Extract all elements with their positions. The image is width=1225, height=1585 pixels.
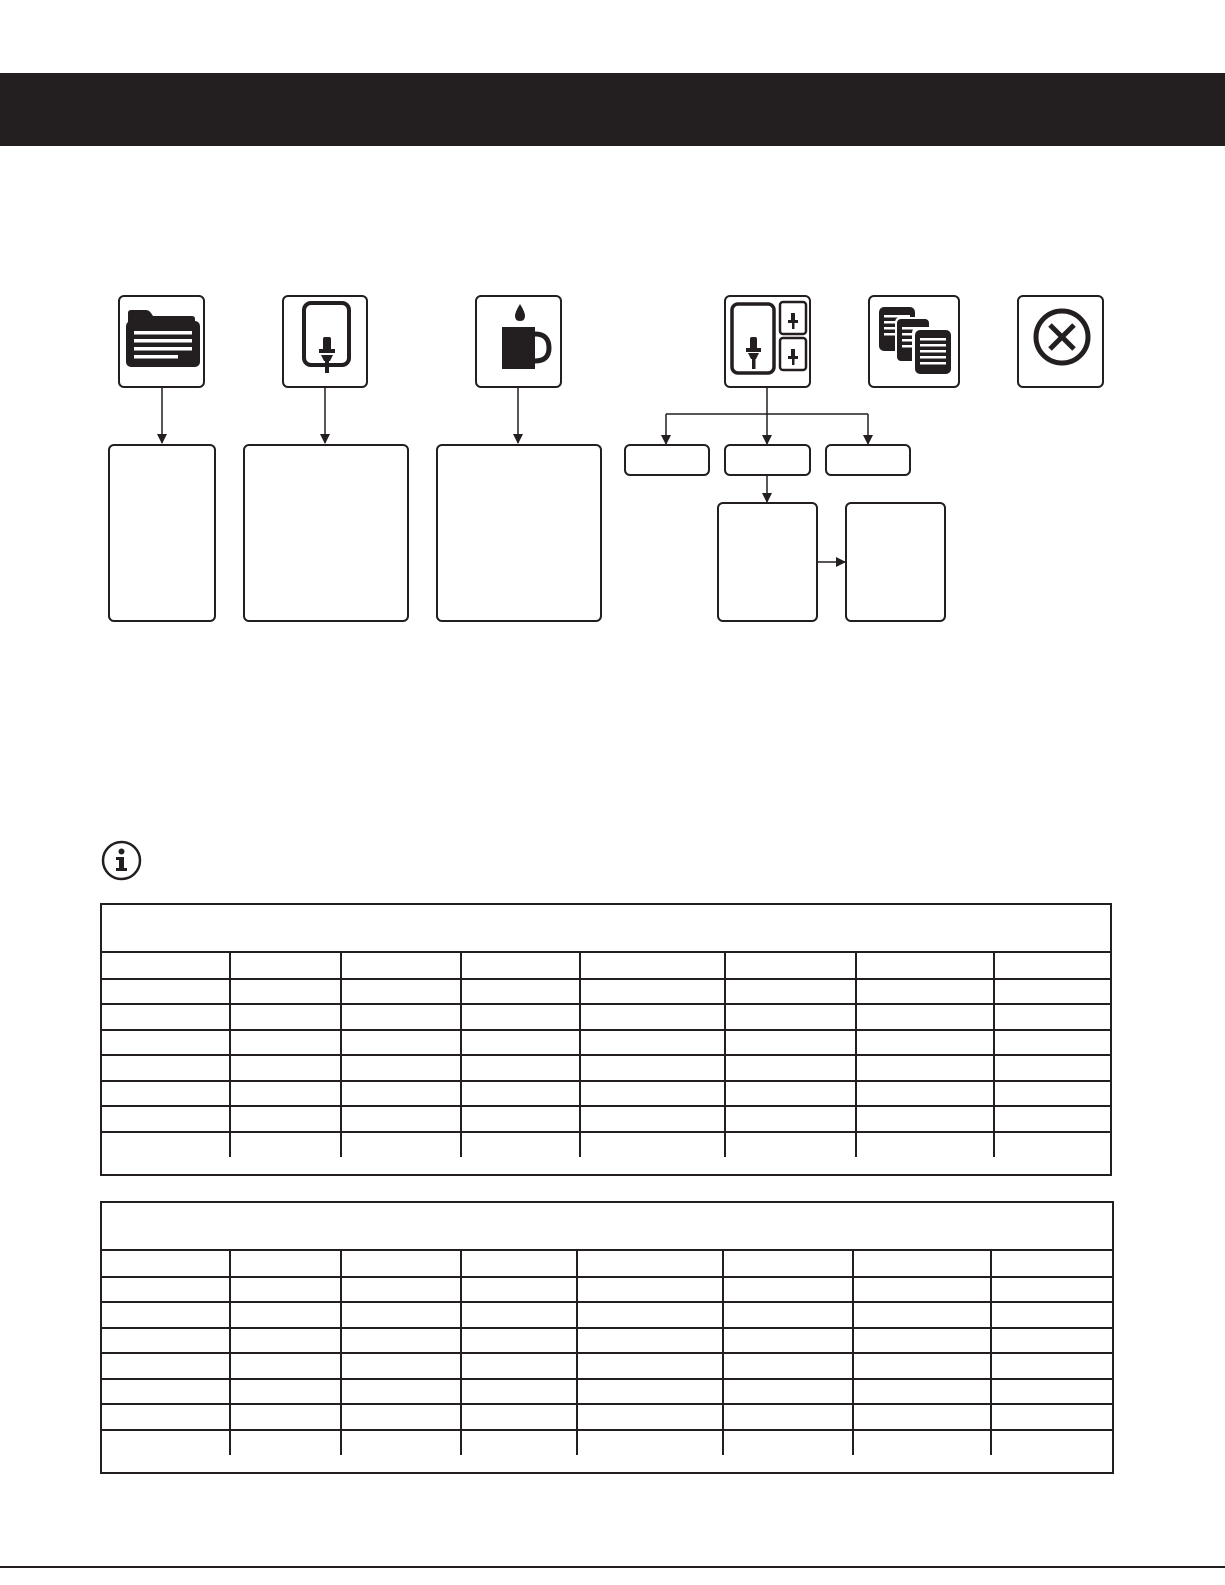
- table-cell: [230, 1277, 341, 1303]
- table-cell: [577, 1328, 723, 1354]
- table-cell: [230, 1353, 341, 1379]
- footer-rule: [0, 1566, 1225, 1568]
- table-cell: [856, 1055, 994, 1081]
- table-cell: [461, 1404, 577, 1430]
- table-cell: [991, 1353, 1112, 1379]
- table-cell: [102, 1004, 230, 1030]
- table-cell: [461, 1004, 580, 1030]
- table-cell: [723, 1430, 853, 1456]
- table-cell: [856, 1081, 994, 1107]
- table-cell: [230, 1030, 341, 1056]
- spec-table-2: [100, 1201, 1114, 1474]
- table-cell: [341, 1302, 461, 1328]
- table-cell: [853, 1277, 991, 1303]
- table-cell: [994, 1055, 1110, 1081]
- table-cell: [723, 1251, 853, 1277]
- table-cell: [853, 1430, 991, 1456]
- table-cell: [856, 1030, 994, 1056]
- table-cell: [725, 979, 856, 1005]
- table-cell: [991, 1404, 1112, 1430]
- table-cell: [725, 1106, 856, 1132]
- spec-table-2-title: [102, 1203, 1112, 1251]
- table-cell: [577, 1353, 723, 1379]
- table-cell: [994, 1081, 1110, 1107]
- table-cell: [853, 1328, 991, 1354]
- table-cell: [856, 953, 994, 979]
- table-cell: [341, 1430, 461, 1456]
- table-cell: [991, 1302, 1112, 1328]
- table-row: [102, 1379, 1112, 1405]
- table-cell: [341, 953, 461, 979]
- table-cell: [856, 979, 994, 1005]
- table-cell: [102, 1106, 230, 1132]
- table-cell: [461, 1030, 580, 1056]
- table-row: [102, 1353, 1112, 1379]
- table-cell: [102, 1328, 230, 1354]
- table-cell: [341, 1353, 461, 1379]
- table-cell: [725, 1132, 856, 1158]
- table-row: [102, 1081, 1110, 1107]
- table-cell: [230, 1379, 341, 1405]
- table-cell: [723, 1302, 853, 1328]
- table-cell: [341, 979, 461, 1005]
- table-cell: [991, 1328, 1112, 1354]
- table-cell: [856, 1106, 994, 1132]
- table-cell: [341, 1081, 461, 1107]
- table-cell: [723, 1277, 853, 1303]
- table-cell: [725, 1004, 856, 1030]
- table-cell: [723, 1328, 853, 1354]
- table-row: [102, 1030, 1110, 1056]
- table-cell: [230, 979, 341, 1005]
- table-cell: [580, 1106, 725, 1132]
- table-cell: [102, 1404, 230, 1430]
- table-row: [102, 1106, 1110, 1132]
- table-cell: [461, 1302, 577, 1328]
- table-cell: [461, 953, 580, 979]
- table-cell: [725, 1081, 856, 1107]
- table-cell: [341, 1404, 461, 1430]
- table-row: [102, 1004, 1110, 1030]
- table-cell: [102, 1277, 230, 1303]
- spec-table-1-grid: [102, 953, 1110, 1157]
- table-cell: [853, 1302, 991, 1328]
- table-cell: [725, 953, 856, 979]
- folder-panel: [108, 444, 216, 622]
- table-cell: [341, 1106, 461, 1132]
- table-cell: [461, 979, 580, 1005]
- table-cell: [580, 979, 725, 1005]
- table-row: [102, 1302, 1112, 1328]
- table-cell: [580, 1055, 725, 1081]
- table-row: [102, 1404, 1112, 1430]
- table-cell: [856, 1004, 994, 1030]
- table-cell: [725, 1030, 856, 1056]
- table-cell: [853, 1379, 991, 1405]
- table-cell: [577, 1379, 723, 1405]
- table-cell: [580, 1081, 725, 1107]
- table-cell: [577, 1277, 723, 1303]
- table-cell: [580, 1030, 725, 1056]
- table-cell: [102, 1251, 230, 1277]
- table-cell: [461, 1251, 577, 1277]
- table-cell: [341, 1277, 461, 1303]
- spec-table-2-grid: [102, 1251, 1112, 1455]
- option-pill-c[interactable]: [825, 444, 911, 476]
- table-cell: [856, 1132, 994, 1158]
- table-cell: [994, 1030, 1110, 1056]
- table-cell: [102, 1132, 230, 1158]
- table-row: [102, 1055, 1110, 1081]
- table-cell: [341, 1379, 461, 1405]
- table-cell: [991, 1430, 1112, 1456]
- table-cell: [461, 1055, 580, 1081]
- table-cell: [580, 953, 725, 979]
- table-cell: [853, 1251, 991, 1277]
- table-cell: [723, 1379, 853, 1405]
- table-cell: [991, 1379, 1112, 1405]
- table-cell: [102, 1430, 230, 1456]
- table-cell: [230, 1328, 341, 1354]
- table-cell: [230, 1251, 341, 1277]
- option-pill-a[interactable]: [624, 444, 710, 476]
- table-cell: [461, 1106, 580, 1132]
- table-cell: [230, 953, 341, 979]
- table-cell: [102, 1055, 230, 1081]
- table-row: [102, 953, 1110, 979]
- table-cell: [230, 1132, 341, 1158]
- table-cell: [341, 1055, 461, 1081]
- table-cell: [102, 953, 230, 979]
- table-cell: [341, 1251, 461, 1277]
- table-cell: [102, 979, 230, 1005]
- table-cell: [461, 1353, 577, 1379]
- dispenser-panel: [243, 444, 409, 622]
- table-cell: [230, 1302, 341, 1328]
- table-cell: [341, 1004, 461, 1030]
- mug-panel: [436, 444, 602, 622]
- sub-panel-right: [845, 502, 946, 622]
- table-cell: [853, 1404, 991, 1430]
- table-cell: [341, 1030, 461, 1056]
- table-cell: [580, 1004, 725, 1030]
- table-cell: [577, 1302, 723, 1328]
- table-row: [102, 1132, 1110, 1158]
- table-row: [102, 1430, 1112, 1456]
- table-cell: [230, 1055, 341, 1081]
- table-cell: [577, 1430, 723, 1456]
- spec-table-1-title: [102, 905, 1110, 953]
- table-cell: [994, 953, 1110, 979]
- table-cell: [580, 1132, 725, 1158]
- table-cell: [994, 1132, 1110, 1158]
- table-row: [102, 979, 1110, 1005]
- table-cell: [994, 1106, 1110, 1132]
- option-pill-b[interactable]: [724, 444, 811, 476]
- table-cell: [461, 1430, 577, 1456]
- table-cell: [461, 1328, 577, 1354]
- sub-panel-left: [717, 502, 818, 622]
- table-cell: [723, 1404, 853, 1430]
- table-row: [102, 1251, 1112, 1277]
- info-icon: [101, 840, 142, 881]
- table-cell: [461, 1132, 580, 1158]
- table-cell: [461, 1081, 580, 1107]
- table-cell: [994, 1004, 1110, 1030]
- table-cell: [102, 1030, 230, 1056]
- table-cell: [230, 1106, 341, 1132]
- table-cell: [461, 1379, 577, 1405]
- table-cell: [991, 1251, 1112, 1277]
- table-cell: [994, 979, 1110, 1005]
- table-cell: [102, 1302, 230, 1328]
- table-cell: [230, 1430, 341, 1456]
- table-cell: [577, 1251, 723, 1277]
- table-cell: [102, 1081, 230, 1107]
- table-cell: [991, 1277, 1112, 1303]
- table-row: [102, 1328, 1112, 1354]
- table-cell: [341, 1328, 461, 1354]
- table-cell: [341, 1132, 461, 1158]
- table-cell: [230, 1081, 341, 1107]
- table-cell: [577, 1404, 723, 1430]
- table-row: [102, 1277, 1112, 1303]
- table-cell: [725, 1055, 856, 1081]
- table-cell: [102, 1353, 230, 1379]
- table-cell: [723, 1353, 853, 1379]
- table-cell: [230, 1004, 341, 1030]
- table-cell: [853, 1353, 991, 1379]
- spec-table-1: [100, 903, 1112, 1176]
- table-cell: [461, 1277, 577, 1303]
- table-cell: [102, 1379, 230, 1405]
- table-cell: [230, 1404, 341, 1430]
